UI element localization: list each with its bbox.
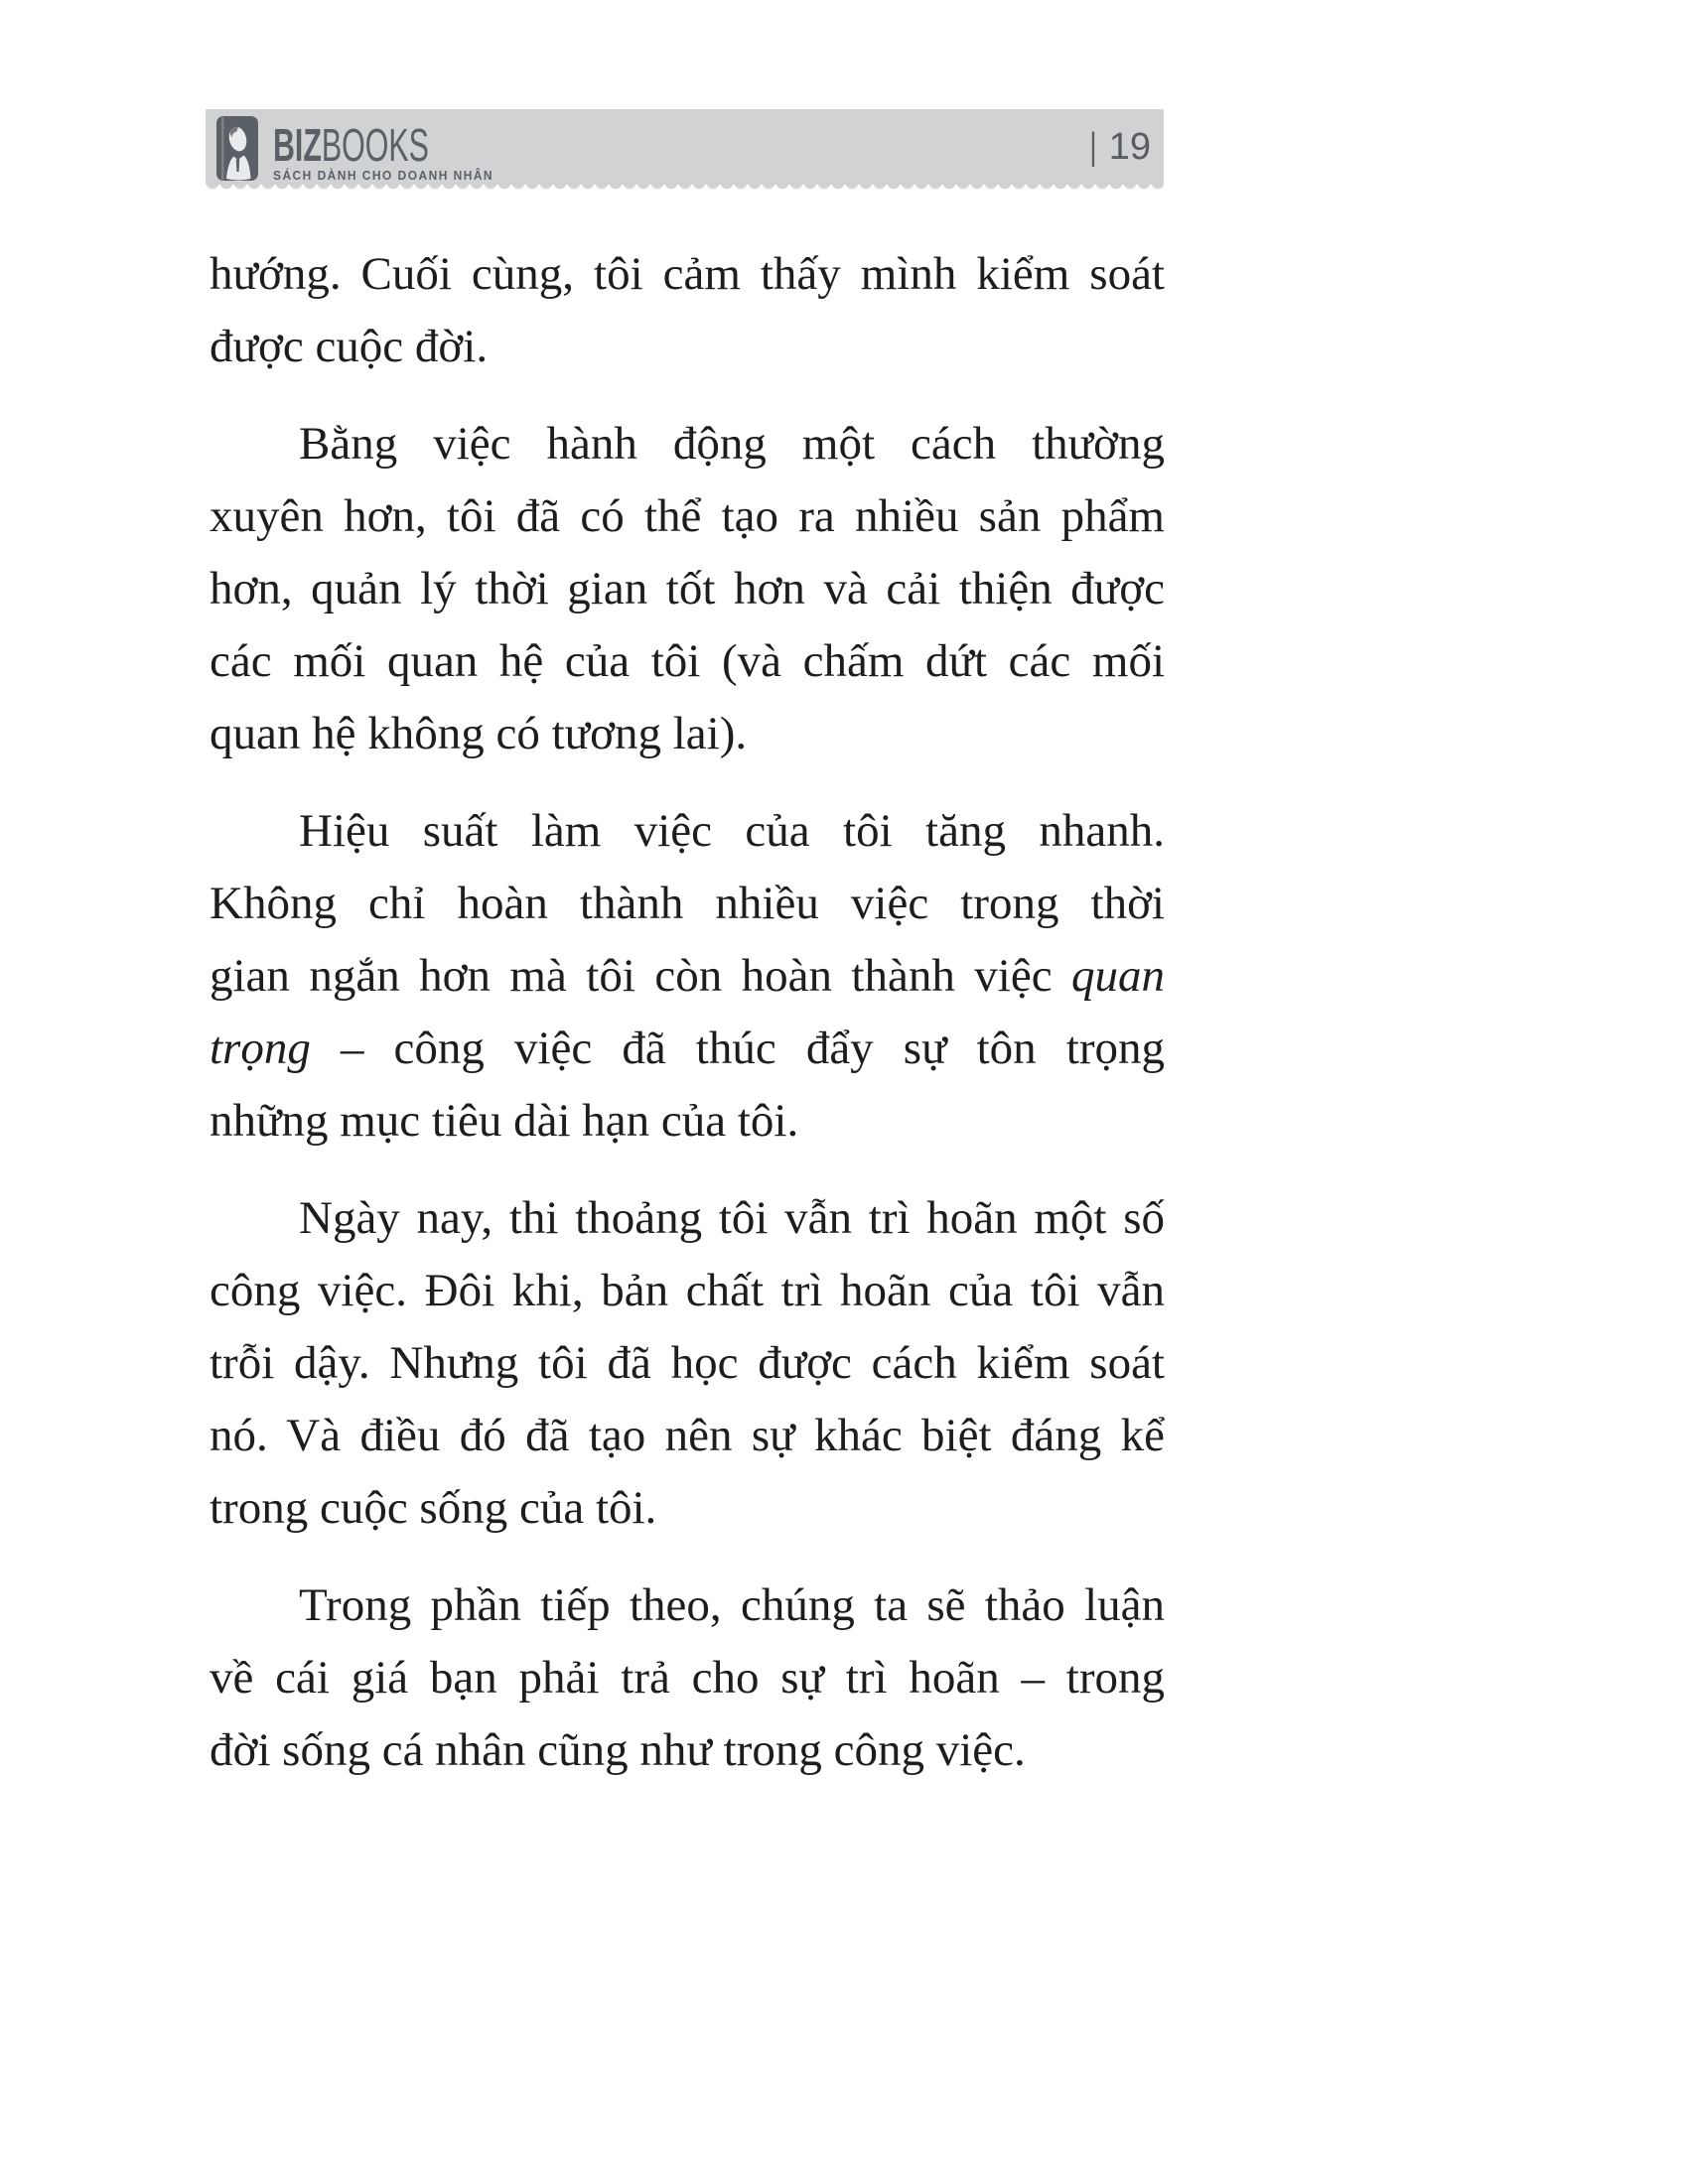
text-line: công việc. Đôi khi, bản chất trì hoãn của tôi vẫn xyxy=(210,1265,1165,1316)
text-line: hơn, quản lý thời gian tốt hơn và cải thiện được xyxy=(210,563,1165,614)
page-content xyxy=(210,238,1165,1787)
text-line: gian ngắn hơn mà tôi còn hoàn thành việc quan xyxy=(210,950,1165,1002)
logo-tagline: SÁCH DÀNH CHO DOANH NHÂN xyxy=(273,168,494,183)
logo-text-block xyxy=(273,116,512,185)
text-line: đời sống cá nhân cũng như trong công việc. xyxy=(210,1724,1026,1776)
page-number-value: 19 xyxy=(1108,125,1151,168)
text-line: Không chỉ hoàn thành nhiều việc trong thời xyxy=(210,878,1165,929)
text-line: trọng – công việc đã thúc đẩy sự tôn trọng xyxy=(210,1023,1165,1074)
logo-wordmark-books: BOOKS xyxy=(321,119,429,171)
paragraph xyxy=(210,795,1165,1158)
text-line: Hiệu suất làm việc của tôi tăng nhanh. xyxy=(299,805,1165,857)
text-line: trỗi dậy. Nhưng tôi đã học được cách kiểm soát xyxy=(210,1337,1165,1389)
text-line: Ngày nay, thi thoảng tôi vẫn trì hoãn một số xyxy=(299,1192,1165,1244)
page-number-divider: | xyxy=(1089,125,1097,168)
text-line: những mục tiêu dài hạn của tôi. xyxy=(210,1095,799,1147)
text-line: trong cuộc sống của tôi. xyxy=(210,1482,657,1534)
text-line: hướng. Cuối cùng, tôi cảm thấy mình kiểm soát xyxy=(210,248,1165,300)
logo-wordmark-biz: BIZ xyxy=(273,119,322,171)
paragraph xyxy=(210,1182,1165,1545)
text-line: Trong phần tiếp theo, chúng ta sẽ thảo luận xyxy=(299,1579,1165,1631)
logo-wordmark xyxy=(273,119,429,171)
text-line: được cuộc đời. xyxy=(210,321,489,372)
scallop-edge xyxy=(206,185,1164,192)
page-number xyxy=(1088,109,1151,185)
bizbooks-book-icon xyxy=(216,116,258,181)
text-line: về cái giá bạn phải trả cho sự trì hoãn – trong xyxy=(210,1652,1165,1704)
paragraph xyxy=(210,238,1165,383)
text-line: xuyên hơn, tôi đã có thể tạo ra nhiều sản phẩm xyxy=(210,490,1165,542)
paragraph xyxy=(210,1570,1165,1787)
text-line: các mối quan hệ của tôi (và chấm dứt các mối xyxy=(210,635,1165,687)
paragraph xyxy=(210,408,1165,770)
text-line: quan hệ không có tương lai). xyxy=(210,708,748,759)
text-line: Bằng việc hành động một cách thường xyxy=(299,418,1165,470)
page-header xyxy=(206,109,1164,185)
bizbooks-logo xyxy=(216,116,512,185)
text-line: nó. Và điều đó đã tạo nên sự khác biệt đáng kể xyxy=(210,1410,1165,1461)
